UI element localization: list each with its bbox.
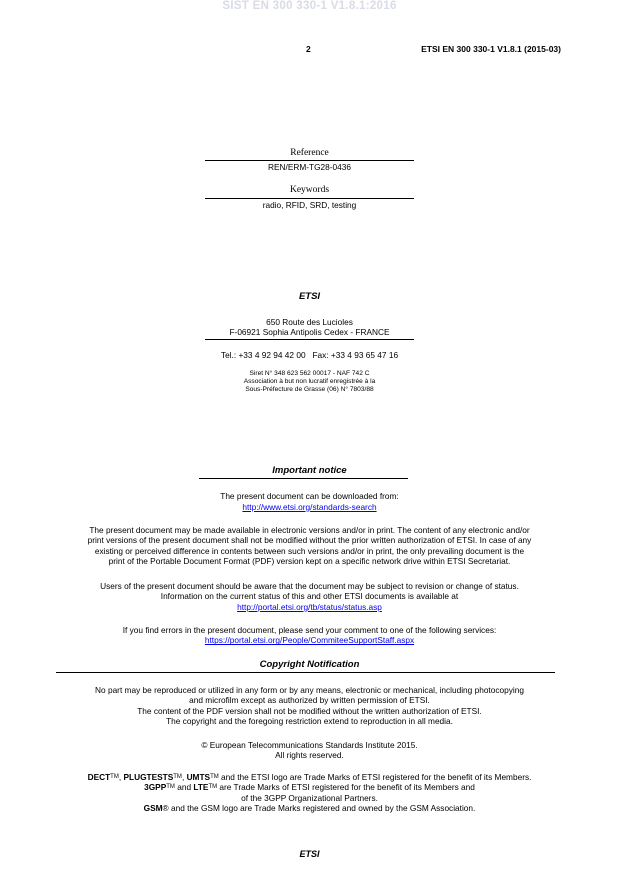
page-number: 2 [306,44,311,54]
notice-p2-line-1: Users of the present document should be aware that the document may be subject to revision or change of status. [100,581,519,591]
important-notice-rule [199,478,408,479]
notice-p2-line-2: Information on the current status of this and other ETSI documents is available at [160,591,459,602]
gsm-mark: GSM [143,803,163,814]
trademark-line-3: of the 3GPP Organizational Partners. [241,792,378,803]
trademark-line-4 [50,803,569,813]
errors-paragraph [50,625,569,646]
association-line-1: Association à but non lucratif enregistrée à la [243,378,376,385]
tm-symbol: TM [210,774,219,780]
reference-label: Reference [290,148,329,158]
errors-text: If you find errors in the present document, please send your comment to one of the following services: [122,625,497,635]
tel-fax: Tel.: +33 4 92 94 42 00 Fax: +33 4 93 65 47 16 [220,350,399,360]
copyright-owner: © European Telecommunications Standards Institute 2015. [201,740,418,750]
watermark-text: SIST EN 300 330-1 V1.8.1:2016 [222,0,397,12]
notice-p1-line-4: print of the Portable Document Format (PDF) version kept on a specific network drive within ETSI Secretariat. [108,556,511,567]
notice-p1-line-3: existing or perceived difference in contents between such versions and/or in print, the only prevailing document is the [94,545,525,556]
copyright-heading: Copyright Notification [259,659,360,670]
download-link[interactable]: http://www.etsi.org/standards-search [242,502,377,512]
copyright-line-1: No part may be reproduced or utilized in any form or by any means, electronic or mechanical, including photocopying [95,685,524,695]
keywords-value: radio, RFID, SRD, testing [262,200,357,210]
copyright-line-3: The content of the PDF version shall not be modified without the written authorization of ETSI. [137,705,482,716]
keywords-label: Keywords [289,185,330,195]
notice-p1-line-1: The present document may be made available in electronic versions and/or in print. The content of any electronic and/or [89,525,530,535]
notice-paragraph-2 [50,581,569,612]
lte-mark: LTE [193,782,209,793]
copyright-line-4: The copyright and the foregoing restriction extend to reproduction in all media. [166,716,453,727]
notice-p1-line-2: print versions of the present document shall not be modified without the prior written authorization of ETSI. In case of any [87,535,532,546]
trademark-line-4-rest: ® and the GSM logo are Trade Marks registered and owned by the GSM Association. [162,803,476,814]
document-reference-header: ETSI EN 300 330-1 V1.8.1 (2015-03) [421,44,561,54]
important-notice-heading: Important notice [272,465,347,476]
etsi-name: ETSI [298,291,321,302]
address-rule [205,339,414,340]
trademark-line-2 [50,782,569,792]
tm-symbol: TM [166,784,175,791]
3gpp-mark: 3GPP [144,782,167,793]
trademark-and: and [174,782,194,793]
tm-symbol: TM [110,774,119,780]
plugtests-mark: PLUGTESTS [123,772,174,782]
trademark-line-1-rest: and the ETSI logo are Trade Marks of ETSI registered for the benefit of its Members. [218,772,532,782]
notice-paragraph-1 [50,525,569,567]
copyright-line-2: and microfilm except as authorized by written permission of ETSI. [189,695,430,706]
address-line-2: F-06921 Sophia Antipolis Cedex - FRANCE [229,327,390,337]
keywords-rule [205,198,414,199]
copyright-owner-block [50,740,569,761]
tm-symbol: TM [173,774,182,780]
association-line-2: Sous-Préfecture de Grasse (06) N° 7803/88 [245,386,374,393]
download-link-wrap [150,502,469,513]
reference-rule [205,160,414,161]
tm-symbol: TM [208,784,218,791]
reference-value: REN/ERM-TG28-0436 [268,162,351,172]
footer-etsi: ETSI [299,849,320,859]
trademark-line-2-rest: are Trade Marks of ETSI registered for the benefit of its Members and [217,782,475,793]
siret-line: Siret N° 348 623 562 00017 - NAF 742 C [249,370,370,377]
status-link[interactable]: http://portal.etsi.org/tb/status/status.asp [237,601,382,612]
address-line-1: 650 Route des Lucioles [266,317,353,327]
dect-mark: DECT [87,772,111,782]
errors-link[interactable]: https://portal.etsi.org/People/CommiteeSupportStaff.aspx [204,635,415,646]
umts-mark: UMTS [186,772,211,782]
copyright-rule [56,672,555,673]
trademarks-block [50,772,569,814]
rights-reserved: All rights reserved. [275,750,344,761]
trademark-line-1: DECT™, PLUGTESTS™, UMTS™ and the ETSI logo are Trade Marks of ETSI registered for the benefit of its Members. [87,772,532,782]
download-text: The present document can be downloaded from: [220,491,399,501]
copyright-paragraph [50,685,569,727]
